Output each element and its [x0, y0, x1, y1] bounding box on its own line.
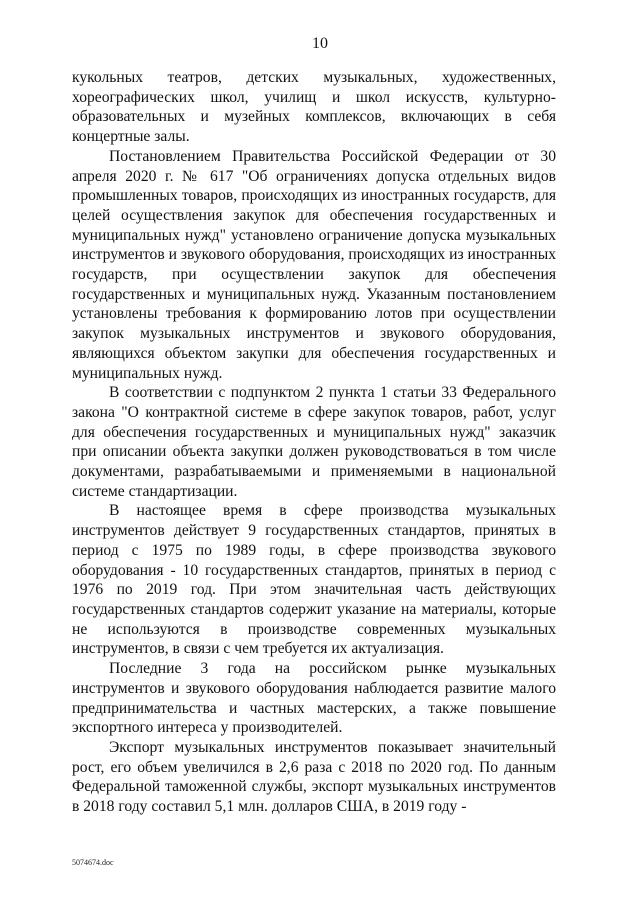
document-body [72, 68, 556, 817]
paragraph-export: Экспорт музыкальных инструментов показывает значительный рост, его объем увеличился в 2,6 раза с 2018 по 2020 год. По данным Федеральной таможенной службы, экспорт музыкальных инструментов в 2018 году составил 5,1 млн. долларов США, в 2019 году - [72, 738, 556, 816]
page-number: 10 [312, 35, 328, 52]
paragraph-federal-law: В соответствии с подпунктом 2 пункта 1 статьи 33 Федерального закона "О контрактной системе в сфере закупок товаров, работ, услуг для обеспечения государственных и муниципальных нужд" заказчик при описании объекта закупки должен руководствоваться в том числе документами, разрабатываемыми и применяемыми в национальной системе стандартизации. [72, 384, 556, 500]
paragraph-continuation: кукольных театров, детских музыкальных, художественных, хореографических школ, училищ и школ искусств, культурно-образовательных и музейных комплексов, включающих в себя концертные залы. [72, 69, 556, 146]
paragraph-russian-market: Последние 3 года на российском рынке музыкальных инструментов и звукового оборудования наблюдается развитие малого предпринимательства и частных мастерских, а также повышение экспортного интереса у производителей. [72, 660, 556, 737]
document-file-code: 5074674.doc [72, 858, 114, 867]
paragraph-state-standards: В настоящее время в сфере производства музыкальных инструментов действует 9 государственных стандартов, принятых в период с 1975 по 1989 годы, в сфере производства звукового оборудования - 10 государственных стандартов, принятых в период с 1976 по 2019 год. При этом значительная часть действующих государственных стандартов содержит указание на материалы, которые не используются в производстве современных музыкальных инструментов, в связи с чем требуется их актуализация. [72, 502, 556, 658]
paragraph-government-decree: Постановлением Правительства Российской Федерации от 30 апреля 2020 г. № 617 "Об ограничениях допуска отдельных видов промышленных товаров, происходящих из иностранных государств, для целей осуществления закупок для обеспечения государственных и муниципальных нужд" установлено ограничение допуска музыкальных инструментов и звукового оборудования, происходящих из иностранных государств, при осуществлении закупок для обеспечения государственных и муниципальных нужд. Указанным постановлением установлены требования к формированию лотов при осуществлении закупок музыкальных инструментов и звукового оборудования, являющихся объектом закупки для обеспечения государственных и муниципальных нужд. [72, 147, 556, 382]
